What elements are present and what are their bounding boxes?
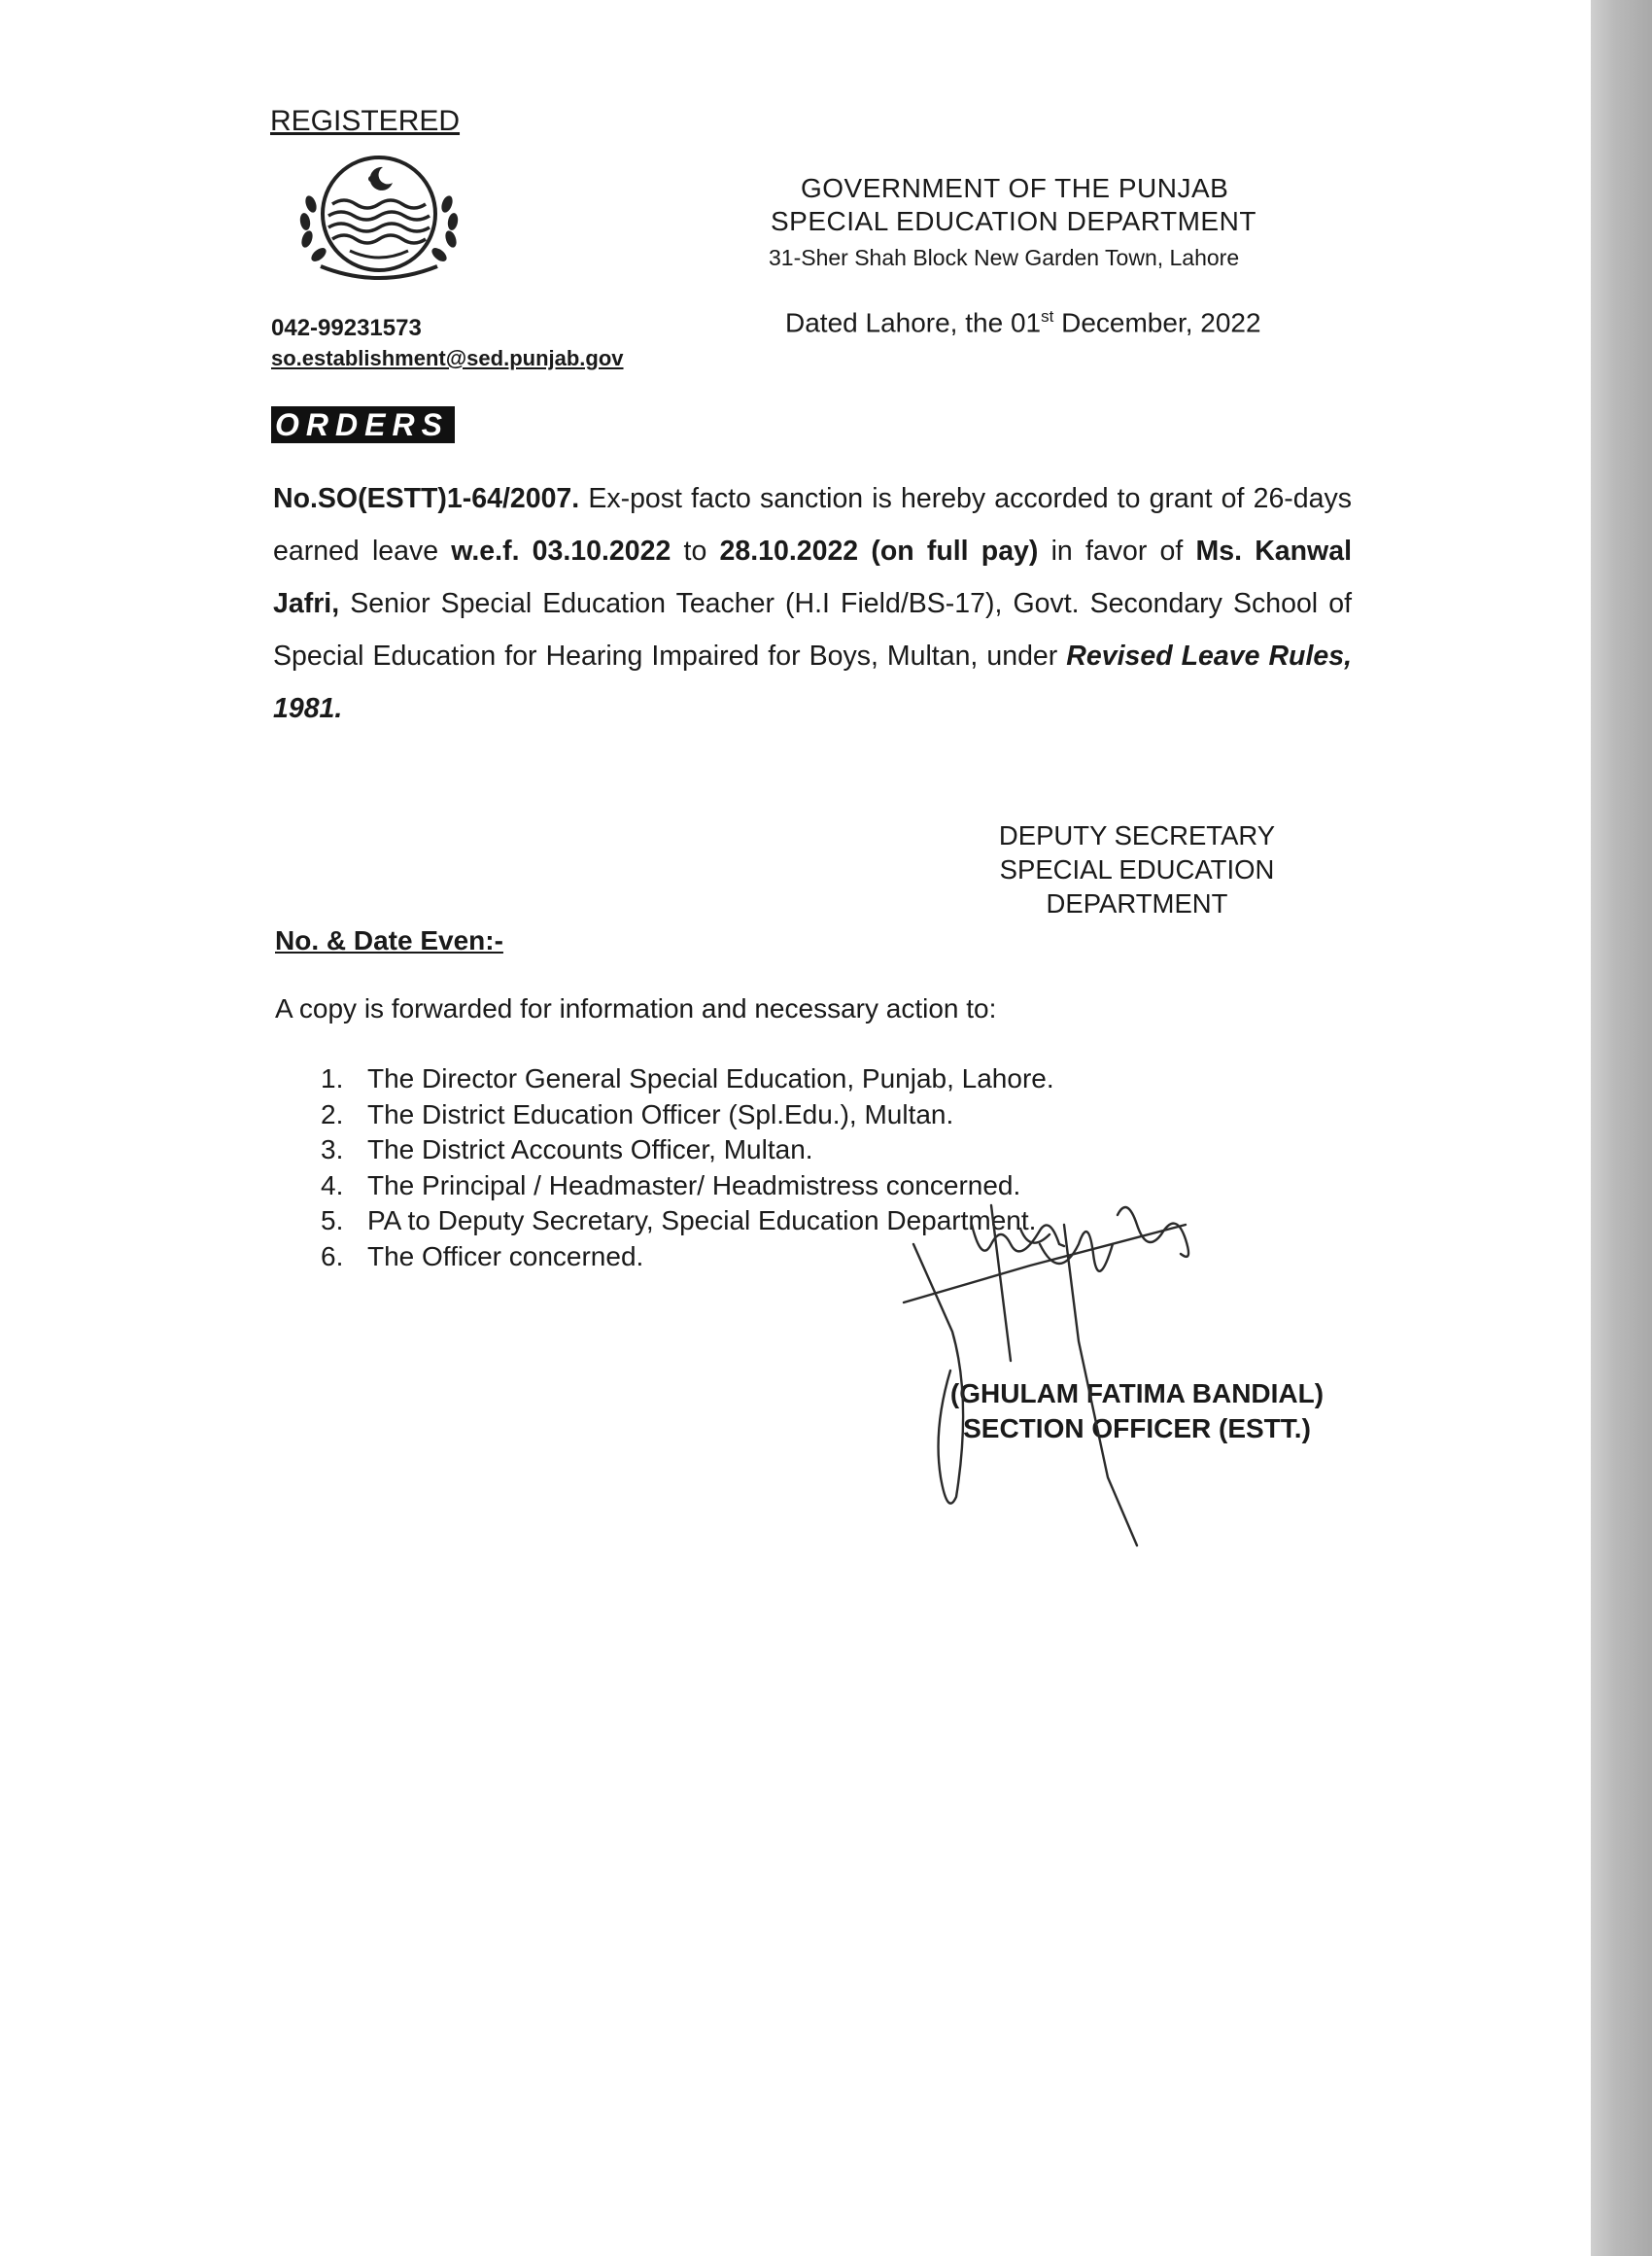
authority-block [962,818,1312,920]
order-text-1: Ex-post facto sanction is hereby accorded to grant of 26-days earned leave [273,483,1352,567]
date-line [785,307,1261,338]
copy-heading: No. & Date Even:- [275,925,503,955]
authority-line-3: DEPARTMENT [1046,888,1228,919]
list-item [321,1132,1054,1168]
list-item-text: The District Education Officer (Spl.Edu.), Multan. [367,1098,954,1129]
order-end-date: 28.10.2022 (on full pay) [719,536,1039,567]
authority-line-1: DEPUTY SECRETARY [998,820,1276,850]
order-person: Ms. Kanwal Jafri, [273,536,1352,619]
phone-number: 042-99231573 [271,315,422,341]
date-suffix: December, 2022 [1053,307,1261,338]
registered-label: REGISTERED [270,105,461,137]
list-item-text: PA to Deputy Secretary, Special Education Department. [367,1205,1037,1235]
government-title: GOVERNMENT OF THE PUNJAB [801,173,1229,203]
punjab-government-emblem-icon [282,146,476,292]
officer-name: (GHULAM FATIMA BANDIAL) [949,1378,1325,1408]
list-item-number: 3. [321,1134,344,1164]
handwritten-signature [894,1186,1205,1555]
officer-title: SECTION OFFICER (ESTT.) [963,1413,1311,1443]
order-text-2: in favor of [1038,536,1196,567]
order-number: No.SO(ESTT)1-64/2007. [273,483,580,514]
order-start-date: w.e.f. 03.10.2022 [451,536,671,567]
order-rules: Revised Leave Rules, 1981. [273,641,1352,724]
date-prefix: Dated Lahore, the 01 [785,307,1042,338]
order-text-to: to [671,536,720,567]
authority-line-2: SPECIAL EDUCATION [999,854,1275,885]
department-address: 31-Sher Shah Block New Garden Town, Lahore [769,245,1240,270]
list-item-text: The District Accounts Officer, Multan. [367,1134,813,1164]
list-item-number: 2. [321,1098,344,1129]
department-title: SPECIAL EDUCATION DEPARTMENT [771,206,1256,236]
copy-intro: A copy is forwarded for information and necessary action to: [275,993,997,1024]
order-paragraph [273,472,1352,735]
orders-heading: ORDERS [271,406,455,443]
order-text-3: Senior Special Education Teacher (H.I Field/BS-17), Govt. Secondary School of Special Education for Hearing Impaired for Boys, Multan, under [273,588,1352,672]
list-item [321,1097,1054,1133]
list-item-number: 4. [321,1169,344,1200]
email-address: so.establishment@sed.punjab.gov [271,346,624,370]
date-ordinal: st [1041,307,1054,326]
list-item-number: 1. [321,1063,344,1093]
list-item-text: The Officer concerned. [367,1240,644,1271]
list-item-number: 6. [321,1240,344,1271]
list-item-number: 5. [321,1205,344,1235]
list-item-text: The Principal / Headmaster/ Headmistress concerned. [367,1169,1021,1200]
list-item [321,1061,1054,1097]
scan-edge-shadow [1591,0,1652,2256]
list-item-text: The Director General Special Education, Punjab, Lahore. [367,1063,1054,1093]
